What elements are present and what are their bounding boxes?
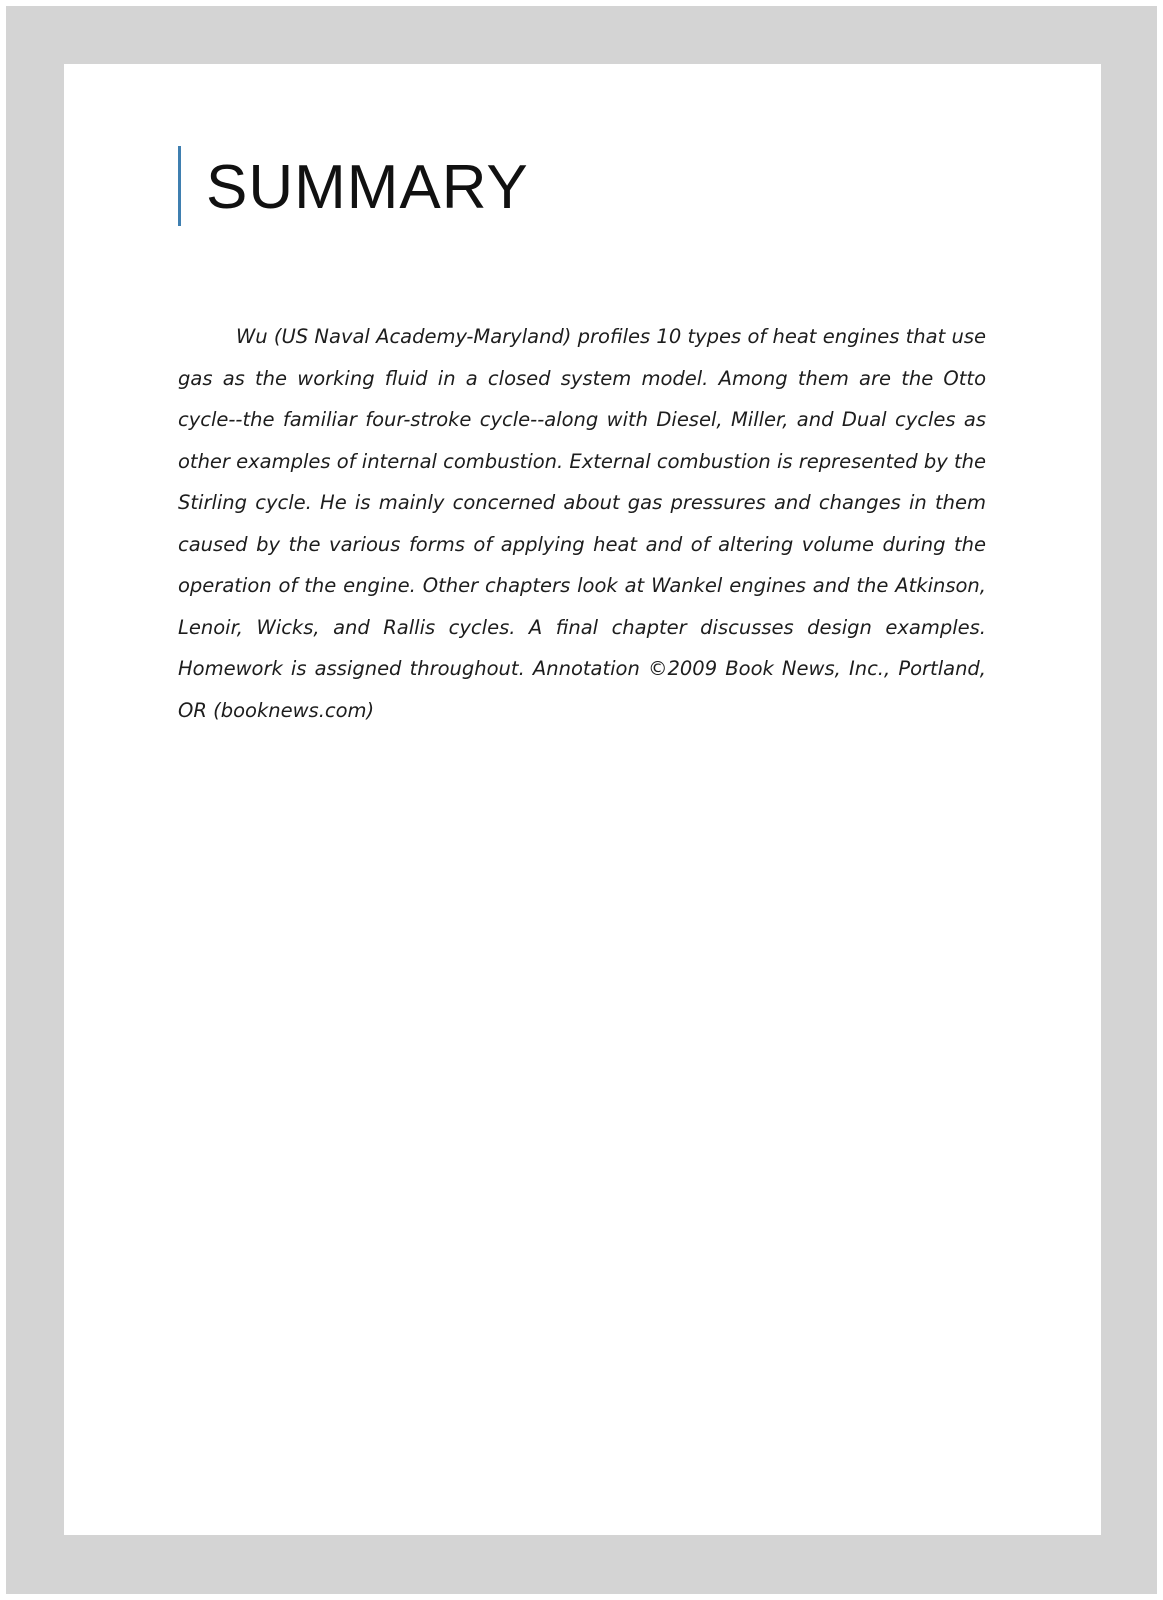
summary-paragraph: Wu (US Naval Academy-Maryland) profiles 10 types of heat engines that use gas as the working fluid in a closed system model. Among them are the Otto cycle--the familiar four-stroke cycle--along with Diesel, Miller, and Dual cycles as other examples of internal combustion. External combustion is represented by the Stirling cycle. He is mainly concerned about gas pressures and changes in them caused by the various forms of applying heat and of altering volume during the operation of the engine. Other chapters look at Wankel engines and the Atkinson, Lenoir, Wicks, and Rallis cycles. A final chapter discusses design examples. Homework is assigned throughout. Annotation ©2009 Book News, Inc., Portland, OR (booknews.com) — [178, 325, 987, 722]
title-block — [178, 146, 529, 226]
title-accent-bar — [178, 146, 181, 226]
page-title: SUMMARY — [206, 153, 529, 222]
document-page — [64, 64, 1101, 1535]
page-frame — [6, 6, 1157, 1594]
